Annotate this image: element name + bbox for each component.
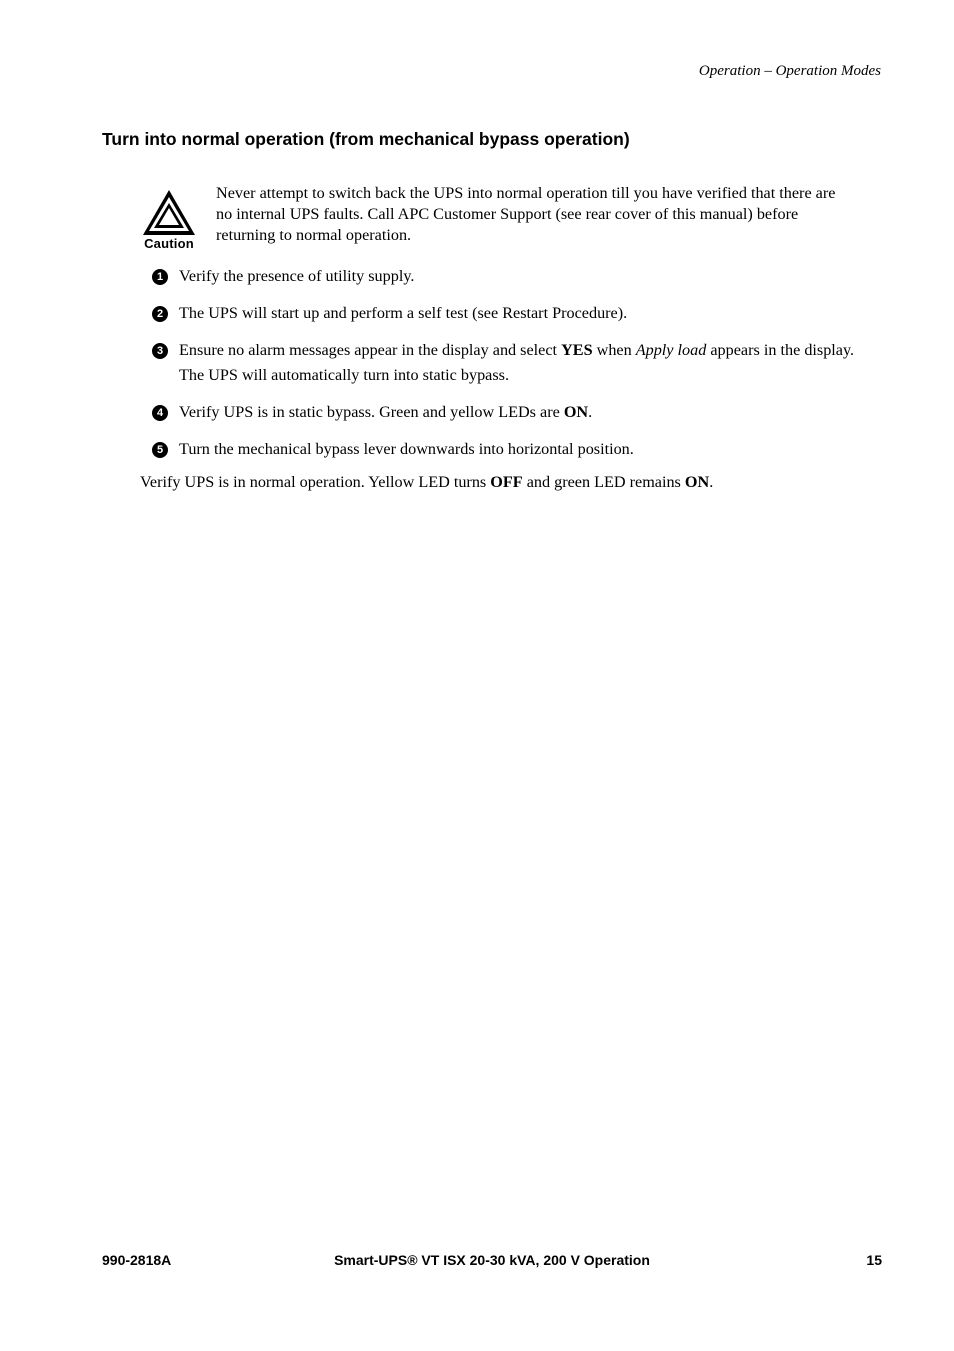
step-item — [152, 301, 872, 326]
step-item — [152, 264, 872, 289]
text-run: appears in the display. The UPS will automatically turn into static bypass. — [179, 341, 855, 384]
caution-label: Caution — [144, 236, 194, 251]
text-run: Verify UPS is in static bypass. Green and yellow LEDs are — [179, 403, 564, 421]
step-number-badge: 3 — [152, 343, 168, 359]
emphasis-italic: Apply load — [635, 341, 707, 359]
step-text — [179, 341, 854, 384]
text-run: Turn the mechanical bypass lever downwards into horizontal position. — [179, 440, 634, 458]
caution-text: Never attempt to switch back the UPS into normal operation till you have verified that there are no internal UPS faults. Call APC Customer Support (see rear cover of this manual) before returning to normal operation. — [216, 184, 836, 244]
emphasis-bold: ON — [684, 473, 710, 491]
emphasis-bold: OFF — [490, 473, 523, 491]
emphasis-bold: YES — [561, 341, 593, 359]
step-item — [152, 400, 872, 425]
step-item — [152, 338, 872, 388]
step-number-badge: 1 — [152, 269, 168, 285]
doc-number: 990-2818A — [102, 1252, 172, 1268]
text-run: Ensure no alarm messages appear in the display and select — [179, 341, 562, 359]
step-text — [179, 403, 592, 421]
step-number-badge: 5 — [152, 442, 168, 458]
text-run: . — [709, 473, 714, 491]
step-text — [179, 267, 414, 285]
section-title: Turn into normal operation (from mechanical bypass operation) — [102, 129, 630, 149]
text-run: and green LED remains — [522, 473, 685, 491]
running-header: Operation – Operation Modes — [698, 63, 881, 79]
text-run: Verify the presence of utility supply. — [179, 267, 415, 285]
doc-title: Smart-UPS® VT ISX 20-30 kVA, 200 V Operation — [334, 1252, 650, 1268]
procedure-steps — [152, 264, 872, 474]
step-number-badge: 2 — [152, 306, 168, 322]
step-text — [179, 304, 627, 322]
conclusion-text — [140, 471, 713, 493]
text-run: when — [592, 341, 636, 359]
page-number: 15 — [866, 1252, 882, 1268]
emphasis-bold: ON — [563, 403, 589, 421]
step-item — [152, 437, 872, 462]
text-run: . — [588, 403, 593, 421]
step-number-badge: 4 — [152, 405, 168, 421]
page-footer — [102, 1252, 882, 1272]
text-run: The UPS will start up and perform a self test (see Restart Procedure). — [179, 304, 628, 322]
text-run: Verify UPS is in normal operation. Yellow LED turns — [140, 473, 491, 491]
step-text — [179, 440, 634, 458]
